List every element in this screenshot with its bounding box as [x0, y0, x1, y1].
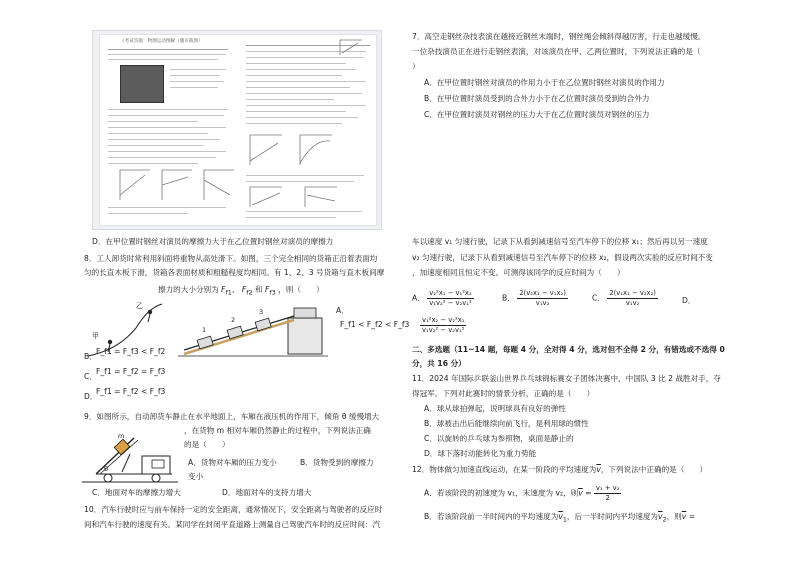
q10-option-c: C． $\frac{\text{2(v₁x₁ − v₂x₂)}}{\text{v₁v₂}}$	[592, 289, 656, 308]
q9-stem-line1: 9．如图所示，自动卸货车静止在水平地面上，车厢在液压机的作用下，倾角 θ 缓慢增大	[84, 412, 380, 421]
q10-option-d-label: D．	[682, 296, 696, 305]
q10-stem-line1: 10．汽车行驶时应与前车保持一定的安全距离，通常情况下，安全距离与驾驶者的反应时	[84, 505, 383, 514]
q8-fig-box3: 3	[259, 308, 264, 316]
q11-option-a: A．球从球拍弹起，说明球具有良好的弹性	[424, 404, 566, 413]
q9-fig-m: m	[118, 432, 125, 440]
q8-stem-line2: 匀的长直木板下滑，货箱各表面材质和粗糙程度均相同。有 1、2、3 号货箱与直木板间摩	[84, 268, 385, 277]
q8-fig-box1: 1	[202, 326, 207, 334]
section2-title-line1: 二、多选题（11~14 题，每题 4 分，全对得 4 分，选对但不全得 2 分，有错选或不选得 0	[412, 345, 725, 354]
q11-option-c: C．以旋转的乒乓球为参照物，桌面是静止的	[424, 434, 574, 443]
thumbnail-graphs	[100, 35, 378, 227]
q8-stem-line3: 擦力的大小分别为 $F_{f1}$、 $F_{f2}$ 和 $F_{f3}$ ，则（ ）	[158, 285, 324, 297]
q8-option-d-label: D．	[84, 392, 98, 401]
q10-stem-line4: v₂ 匀速行驶，记录下从看到减速信号至汽车停下的位移 x₂，假设两次实验的反应时间不变	[412, 253, 713, 262]
page-thumbnail[interactable]	[92, 30, 382, 230]
q10-stem-line3: 车以速度 v₁ 匀速行驶，记录下从看到减速信号至汽车停下的位移 x₁；然后再以另一速度	[412, 237, 708, 246]
q11-stem-line1: 11．2024 年国际乒联釜山世界乒乓球锦标赛女子团体决赛中，中国队 3 比 2 战胜对手，夺	[412, 374, 721, 383]
q10-option-b: B． $\frac{\text{2(v₂x₁ − v₁x₂)}}{\text{v₁v₂}}$	[502, 289, 566, 308]
q12-option-a: A．若该阶段的初速度为 v₁，末速度为 v₂，则$\overline{v}$ = $\frac{\text{v₁ + v₂}}{2}$	[424, 484, 620, 503]
q8-fig-label-yi: 乙	[136, 302, 143, 310]
q10-stem-line2: 间和汽车行驶的速度有关。某同学在封闭平直道路上测量自己驾驶汽车时的反应时间：汽	[84, 520, 381, 529]
q8-stem-line1: 8．工人卸货时常利用斜面将重物从高处滑下。如图，三个完全相同的货箱正沿着表面均	[84, 254, 378, 263]
q9-fig-theta: θ	[104, 465, 108, 473]
q9-option-c: C．地面对车的摩擦力增大	[92, 488, 181, 497]
q7-option-a: A．在甲位置时钢丝对演员的作用力小于在乙位置时钢丝对演员的作用力	[424, 78, 665, 87]
q7-stem-line3: ）	[412, 62, 420, 71]
thumbnail-page	[99, 34, 377, 226]
q9-stem-line2: ，在货物 m 相对车厢仍然静止的过程中，下列说法正确	[184, 426, 371, 435]
q7-option-d: D．在甲位置时钢丝对演员的摩擦力大于在乙位置时钢丝对演员的摩擦力	[92, 237, 334, 246]
q8-option-a: F_f1 < F_f2 < F_f3	[340, 320, 410, 329]
q8-option-b: F_f1 = F_f3 < F_f2	[96, 347, 166, 356]
q7-option-b: B．在甲位置时演员受到的合外力小于在乙位置时演员受到的合外力	[424, 94, 650, 103]
q7-option-c: C．在甲位置时演员对钢丝的压力大于在乙位置时演员对钢丝的压力	[424, 110, 650, 119]
q7-stem-line2: 一位杂技演员正在进行走钢丝表演，对该演员在甲、乙两位置时，下列说法正确的是（	[412, 47, 701, 56]
q8-option-b-label: B．	[84, 352, 97, 361]
q8-option-c-label: C．	[84, 372, 97, 381]
q9-option-d: D．地面对车的支持力增大	[222, 488, 312, 497]
q9-truck-figure	[82, 424, 180, 486]
q12-option-b: B．若该阶段前一半时间内的平均速度为$\overline{v}_1$，后一半时间内平均速度为$\overline{v}_2$，则$\overline{v}$ =	[424, 512, 696, 524]
q9-stem-line3: 的是（ ）	[184, 440, 230, 449]
q9-option-b: B．货物受到的摩擦力	[300, 458, 374, 467]
thumbnail-title: 《考试答题：物理运动图解（题页截图）	[120, 39, 203, 44]
q9-option-a: A．货物对车厢的压力变小	[188, 458, 277, 467]
section2-title-line2: 分，共 16 分）	[412, 359, 466, 368]
q10-stem-line5: ，加速度相同且恒定不变。可测得该同学的反应时间为（ ）	[412, 268, 625, 277]
q12-stem: 12．物体做匀加速直线运动，在某一阶段的平均速度为$\overline{v}$，下列说法中正确的是（ ）	[412, 465, 708, 474]
q10-option-d: $\frac{\text{v₁²x₂ − v₂²x₁}}{\text{v₁v₂² − v₂v₁²}}$	[422, 316, 465, 335]
q7-stem-line1: 7．高空走钢丝杂技表演在越接近钢丝末端时，钢丝绳会倾斜得越厉害，行走也越缓慢。	[412, 32, 706, 41]
q10-option-a: A． $\frac{\text{v₂²x₁ − v₁²x₂}}{\text{v₁v₂² − v₂v₁²}}$	[412, 289, 472, 308]
q8-fig-box2: 2	[231, 316, 236, 324]
q8-option-c: F_f1 = F_f2 = F_f3	[96, 367, 166, 376]
q11-option-b: B．球被击出后能继续向前飞行，是利用球的惯性	[424, 419, 589, 428]
q8-fig-label-jia: 甲	[92, 332, 99, 340]
q9-option-b-cont: 变小	[188, 472, 204, 481]
q11-option-d: D．球下落时动能转化为重力势能	[424, 449, 537, 458]
q11-stem-line2: 得冠军。下列对此赛时的情景分析，正确的是（ ）	[412, 389, 595, 398]
q8-option-a-label: A．	[336, 306, 349, 315]
q8-option-d: F_f1 = F_f2 < F_f3	[96, 387, 166, 396]
